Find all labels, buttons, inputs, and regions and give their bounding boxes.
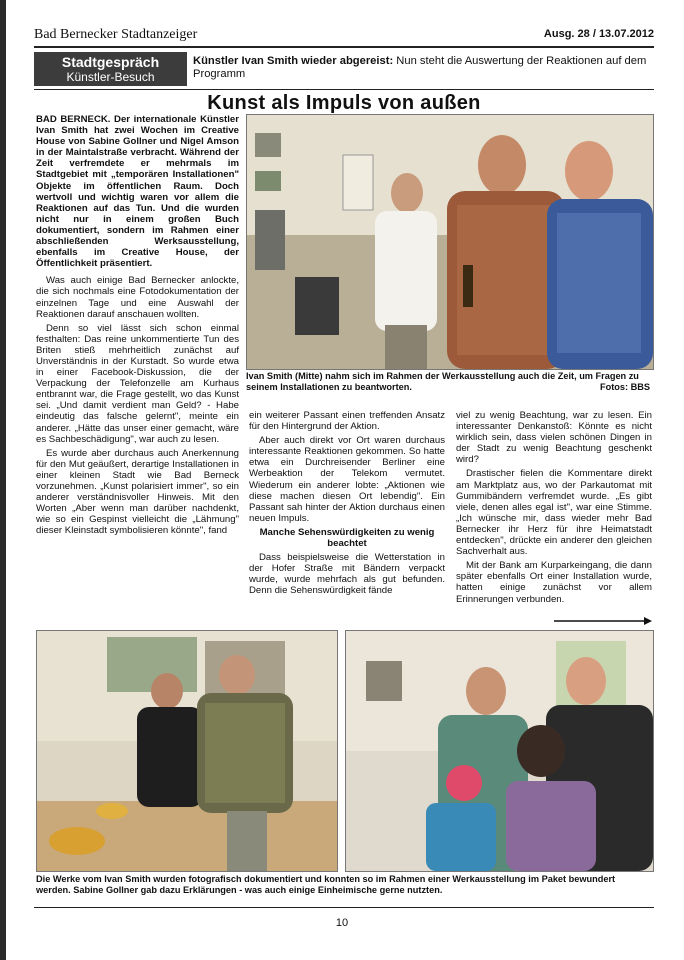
photo-visitors-image xyxy=(346,631,653,871)
photo-artist-image xyxy=(247,115,653,369)
teaser-rule xyxy=(34,89,654,90)
masthead-rule xyxy=(34,46,654,48)
photo-artist-exhibition xyxy=(246,114,654,370)
subheading: Manche Sehenswürdigkeiten zu wenig beachtet xyxy=(259,526,435,550)
photo-caption-bottom: Die Werke vom Ivan Smith wurden fotografisch dokumentiert und konnten so im Rahmen einer Werkausstellung im Paket bewundert werden. Sabine Gollner gab dazu Erklärungen - was auch einige Einheimische gerne nutzten. xyxy=(36,874,616,895)
column-2 xyxy=(249,410,445,600)
paragraph: Aber auch direkt vor Ort waren durchaus interessante Reaktionen gekommen. So hatte etwa ein Durchreisender Berliner eine Werbeaktion der Telekom vermutet. Wiederum ein anderer lobte: „Aktionen wie diese machen diesen Ort lebendig". Ein Passant sah hinter der Aktion durchaus einen neuen Impuls. xyxy=(249,435,445,524)
section-title: Stadtgespräch xyxy=(61,54,160,70)
column-1 xyxy=(36,114,239,539)
paragraph: ein weiterer Passant einen treffenden Ansatz für den Hintergrund der Aktion. xyxy=(249,410,445,433)
photo-documentation-image xyxy=(37,631,337,871)
paragraph: Dass beispielsweise die Wetterstation in der Hofer Straße mit Bändern verpackt wurde, wurde mehrfach als gut befunden. Denn die Sehenswürdigkeit fände xyxy=(249,552,445,597)
photo-caption-top xyxy=(246,371,652,393)
paragraph: Mit der Bank am Kurparkeingang, die dann später ebenfalls Ort einer Installation wurde, hatten einige zunächst vor allem Erinnerungen verbunden. xyxy=(456,560,652,605)
masthead xyxy=(34,27,654,45)
caption-text: Ivan Smith (Mitte) nahm sich im Rahmen der Werkausstellung auch die Zeit, um Fragen zu seinem Installationen zu beantworten. xyxy=(246,371,639,392)
paragraph: Es wurde aber durchaus auch Anerkennung für den Mut geäußert, derartige Installationen in einer kleinen Stadt wie Bad Berneck vorzunehmen. „Kunst polarisiert immer", so ein anderer verständnisvoller Hinweis. Mit den Worten „Aber wenn man darüber nachdenkt, wie so ein Gespinst vielleicht die „Lähmung" dieser Kleinstadt symbolisieren könnte", fand xyxy=(36,447,239,537)
paragraph: Denn so viel lässt sich schon einmal festhalten: Das reine unkommentierte Tun des Briten stieß mehrheitlich zunächst auf Unverständnis in der Kurstadt. So wurde etwa in einer Facebook-Diskussion, die der Verpackung der Telefonzelle am Kurhaus entbrannt war, die Frage gestellt, wo das Kunst sei. „Und damit verdient man Geld? - Habe eindeutig das falsche gelernt", meinte ein anderer. „Hätte das unser einer gemacht, wäre es Sachbeschädigung", war auch zu lesen. xyxy=(36,322,239,445)
teaser-text: Nun steht die Auswertung der Reaktionen auf dem Programm xyxy=(193,55,647,80)
teaser-bold: Künstler Ivan Smith wieder abgereist: xyxy=(193,55,394,67)
photo-documentation-right xyxy=(345,630,654,872)
issue-info: Ausg. 28 / 13.07.2012 xyxy=(543,28,654,40)
footer-rule xyxy=(34,907,654,908)
article-headline: Kunst als Impuls von außen xyxy=(207,92,481,114)
teaser xyxy=(193,55,655,81)
page-number: 10 xyxy=(335,917,349,929)
paragraph: viel zu wenig Beachtung, war zu lesen. Ein interessanter Denkanstoß: Könnte es nicht wirklich sein, dass vielen schönen Dingen in der Stadt zu wenig Beachtung geschenkt wird? xyxy=(456,410,652,466)
paragraph: Drastischer fielen die Kommentare direkt am Marktplatz aus, wo der Parkautomat mit Gummibändern verfremdet wurde. „Es gibt viele, denen alles egal ist", war eine Stimme. „Ich wünsche mir, dass wieder mehr Bad Bernecker ihr Herz für ihre Heimatstadt entdecken", drückte ein anderer den gleichen Sachverhalt aus. xyxy=(456,468,652,558)
newspaper-name: Bad Bernecker Stadtanzeiger xyxy=(34,27,198,42)
photo-documentation-left xyxy=(36,630,338,872)
column-3 xyxy=(456,410,652,608)
article-lead: BAD BERNECK. Der internationale Künstler Ivan Smith hat zwei Wochen im Creative House von Sabine Gollner und Nigel Amson in der Maintalstraße verbracht. Während der Zeit verfremdete er mehrmals im Stadtgebiet mit „temporären Installationen" Objekte im öffentlichen Raum. Doch wertvoll und wichtig waren vor allem die Reaktionen auf das Tun. Und die wurden nicht nur in einem großen Buch dokumentiert, sondern im Rahmen einer abschließenden Werksausstellung, ebenfalls im Creative House, der Öffentlichkeit präsentiert. xyxy=(36,114,239,270)
photo-credit: Fotos: BBS xyxy=(599,382,650,392)
section-subtitle: Künstler-Besuch xyxy=(66,70,155,84)
continue-arrow-icon xyxy=(554,617,652,625)
paragraph: Was auch einige Bad Bernecker anlockte, die sich nochmals eine Fotodokumentation der einzelnen Tage und eine Auswahl der Reaktionen darauf anschauen wollten. xyxy=(36,275,239,320)
page-edge xyxy=(0,0,6,960)
section-label xyxy=(34,52,187,86)
